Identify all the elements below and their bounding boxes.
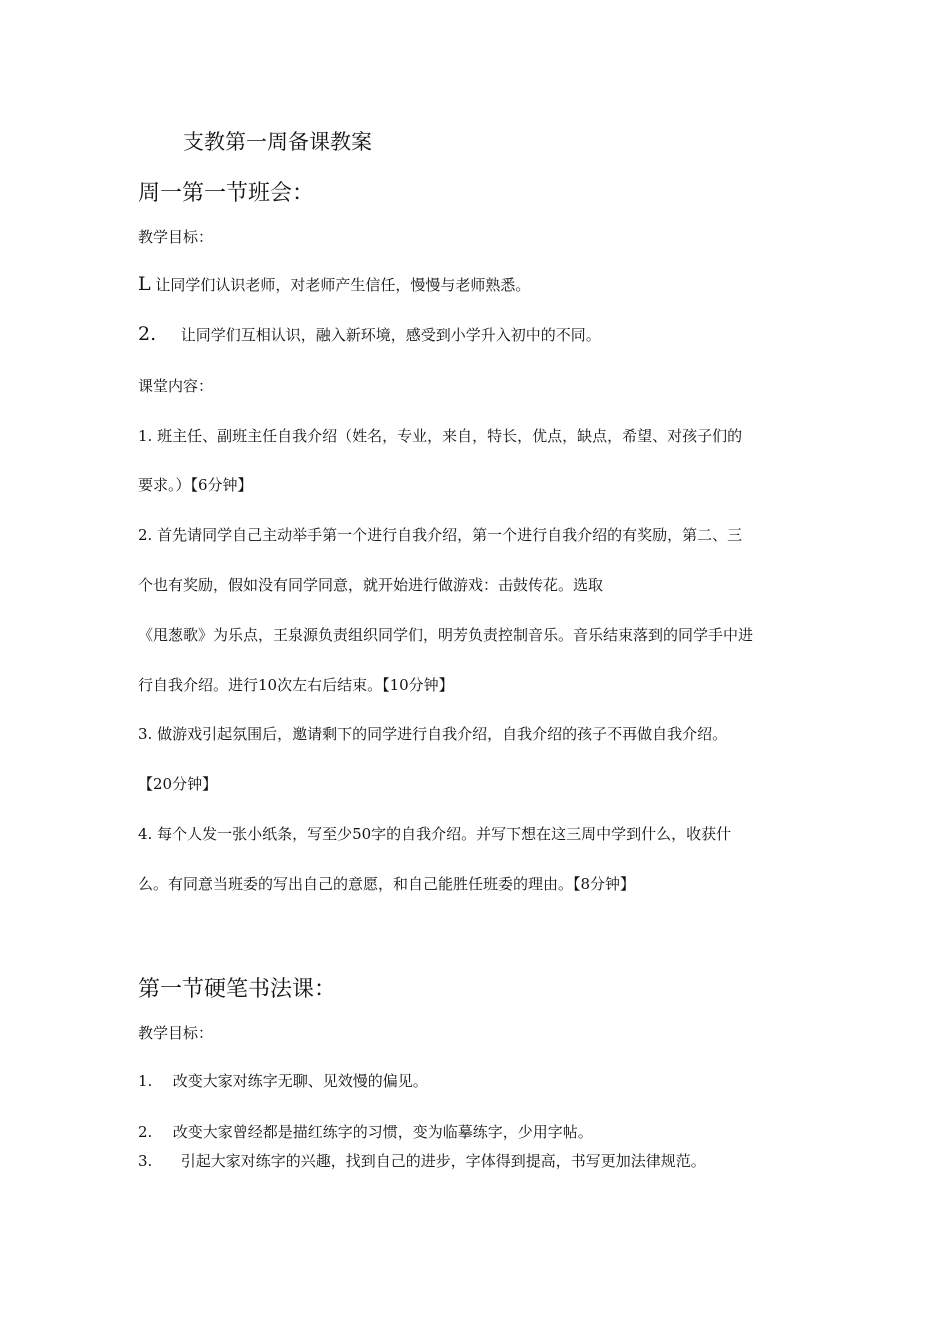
goal-1-marker: L [138,273,151,295]
section2-goals-label: 教学目标： [138,1024,214,1042]
content-item-3-line-2: 【20分钟】 [138,775,218,793]
content-item-1-line-2: 要求。）【6分钟】 [138,476,253,494]
content-item-2-line-1: 2. 首先请同学自己主动举手第一个进行自我介绍，第一个进行自我介绍的有奖励，第二、三 [138,526,743,544]
section2-goal-2 [138,1121,593,1142]
content-item-4-line-2: 么。有同意当班委的写出自己的意愿，和自己能胜任班委的理由。【8分钟】 [138,875,636,893]
s2-goal-3-marker: 3. [138,1152,153,1170]
content-item-2-line-2: 个也有奖励，假如没有同学同意，就开始进行做游戏：击鼓传花。选取 [138,576,604,594]
content-item-3-line-1: 3. 做游戏引起氛围后，邀请剩下的同学进行自我介绍，自我介绍的孩子不再做自我介绍。 [138,725,728,743]
section2-goal-1 [138,1070,428,1091]
s2-goal-2-text: 改变大家曾经都是描红练字的习惯，变为临摹练字，少用字帖。 [172,1123,593,1141]
section1-heading: 周一第一节班会： [138,181,315,206]
content-item-1-line-1: 1. 班主任、副班主任自我介绍（姓名，专业，来自，特长，优点，缺点，希望、对孩子们的 [138,427,743,445]
content-item-4-line-1: 4. 每个人发一张小纸条，写至少50字的自我介绍。并写下想在这三周中学到什么，收获什 [138,825,732,843]
section1-goals-label: 教学目标： [138,228,214,246]
goal-2-marker: 2. [138,323,157,345]
section1-content-label: 课堂内容： [138,377,214,395]
section2-heading: 第一节硬笔书法课： [138,977,337,1002]
goal-2-text: 让同学们互相认识，融入新环境，感受到小学升入初中的不同。 [180,326,601,344]
section2-goal-3 [138,1150,706,1171]
s2-goal-1-text: 改变大家对练字无聊、见效慢的偏见。 [172,1072,428,1090]
section1-goal-1 [138,273,530,295]
goal-1-text: 让同学们认识老师，对老师产生信任，慢慢与老师熟悉。 [155,276,531,294]
s2-goal-3-text: 引起大家对练字的兴趣，找到自己的进步，字体得到提高，书写更加法律规范。 [180,1152,706,1170]
section1-goal-2 [138,323,601,345]
s2-goal-2-marker: 2. [138,1123,153,1141]
content-item-2-line-4: 行自我介绍。进行10次左右后结束。【10分钟】 [138,676,454,694]
document-title: 支教第一周备课教案 [183,130,372,154]
s2-goal-1-marker: 1. [138,1072,153,1090]
content-item-2-line-3: 《甩葱歌》为乐点，王泉源负责组织同学们，明芳负责控制音乐。音乐结束落到的同学手中进 [138,626,754,644]
